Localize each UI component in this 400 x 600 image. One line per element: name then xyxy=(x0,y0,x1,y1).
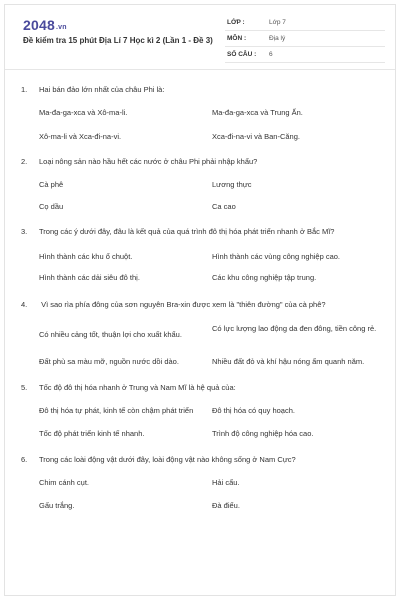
question-prompt: Loại nông sản nào hầu hết các nước ở châu Phi phải nhập khẩu? xyxy=(39,157,258,166)
answer-option[interactable]: Đà điểu. xyxy=(212,501,240,510)
question-number: 2. xyxy=(21,157,28,166)
question-number: 5. xyxy=(21,383,28,392)
meta-label: SỐ CÂU : xyxy=(227,51,257,58)
answer-option[interactable]: Gấu trắng. xyxy=(39,501,75,510)
question-prompt: Tốc độ đô thị hóa nhanh ở Trung và Nam Mĩ là hệ quả của: xyxy=(39,383,236,392)
question-prompt: Trong các loài động vật dưới đây, loài động vật nào không sống ở Nam Cực? xyxy=(39,455,296,464)
question-prompt: Hai bán đảo lớn nhất của châu Phi là: xyxy=(39,85,165,94)
meta-value: 6 xyxy=(269,51,273,58)
answer-option[interactable]: Cà phê xyxy=(39,180,64,189)
answer-option[interactable]: Chim cánh cụt. xyxy=(39,478,90,487)
meta-value: Địa lý xyxy=(269,35,286,42)
answer-option[interactable]: Ca cao xyxy=(212,202,236,211)
header-divider xyxy=(5,69,395,70)
question-text xyxy=(21,227,381,237)
answer-option[interactable]: Trình độ công nghiệp hóa cao. xyxy=(212,429,314,438)
logo-suffix: .vn xyxy=(55,24,67,31)
logo-main: 2048 xyxy=(23,17,55,33)
answer-option[interactable]: Hình thành các khu ổ chuột. xyxy=(39,252,133,261)
answer-option[interactable]: Hình thành các vùng công nghiệp cao. xyxy=(212,252,341,261)
answer-option[interactable]: Đô thị hóa tự phát, kinh tế còn chậm phát triển xyxy=(39,406,194,415)
answer-option[interactable]: Xca-đi-na-vi và Ban-Căng. xyxy=(212,132,300,141)
answer-option[interactable]: Nhiều đất đỏ và khí hậu nóng ẩm quanh năm. xyxy=(212,357,365,366)
answer-option[interactable]: Xô-ma-li và Xca-đi-na-vi. xyxy=(39,132,122,141)
meta-row-count xyxy=(225,47,385,63)
question-text xyxy=(21,85,381,95)
meta-row-class xyxy=(225,15,385,31)
answer-option[interactable]: Ma-đa-ga-xca và Xô-ma-li. xyxy=(39,108,128,117)
meta-info xyxy=(225,15,385,63)
header xyxy=(5,5,395,69)
page-title: Đề kiểm tra 15 phút Địa Lí 7 Học kì 2 (Lần 1 - Đề 3) xyxy=(23,36,213,45)
question-text xyxy=(21,455,381,465)
answer-option[interactable]: Ma-đa-ga-xca và Trung Ấn. xyxy=(212,108,303,117)
question-text xyxy=(21,300,381,310)
site-logo[interactable] xyxy=(23,17,67,33)
question-text xyxy=(21,157,381,167)
worksheet-page xyxy=(4,4,396,596)
meta-row-subject xyxy=(225,31,385,47)
question-number: 6. xyxy=(21,455,28,464)
answer-option[interactable]: Hình thành các dải siêu đô thị. xyxy=(39,273,140,282)
answer-option[interactable]: Có nhiều cảng tốt, thuận lợi cho xuất khẩu. xyxy=(39,330,182,339)
meta-label: MÔN : xyxy=(227,35,247,42)
answer-option[interactable]: Đô thị hóa có quy hoạch. xyxy=(212,406,295,415)
answer-option[interactable]: Đất phù sa màu mỡ, nguồn nước dồi dào. xyxy=(39,357,179,366)
answer-option[interactable]: Tốc độ phát triển kinh tế nhanh. xyxy=(39,429,145,438)
answer-option[interactable]: Có lực lượng lao động da đen đông, tiền công rẻ. xyxy=(212,324,377,333)
question-text xyxy=(21,383,381,393)
answer-option[interactable]: Cọ dầu xyxy=(39,202,64,211)
meta-value: Lớp 7 xyxy=(269,19,286,26)
question-number: 3. xyxy=(21,227,28,236)
question-number: 4. xyxy=(21,300,28,309)
question-prompt: Vì sao rìa phía đông của sơn nguyên Bra-xin được xem là "thiên đường" của cà phê? xyxy=(39,300,326,309)
question-prompt: Trong các ý dưới đây, đâu là kết quả của quá trình đô thị hóa phát triển nhanh ở Bắc Mĩ? xyxy=(39,227,335,236)
answer-option[interactable]: Các khu công nghiệp tập trung. xyxy=(212,273,317,282)
question-number: 1. xyxy=(21,85,28,94)
answer-option[interactable]: Hải cẩu. xyxy=(212,478,240,487)
answer-option[interactable]: Lương thực xyxy=(212,180,252,189)
meta-label: LỚP : xyxy=(227,19,245,26)
